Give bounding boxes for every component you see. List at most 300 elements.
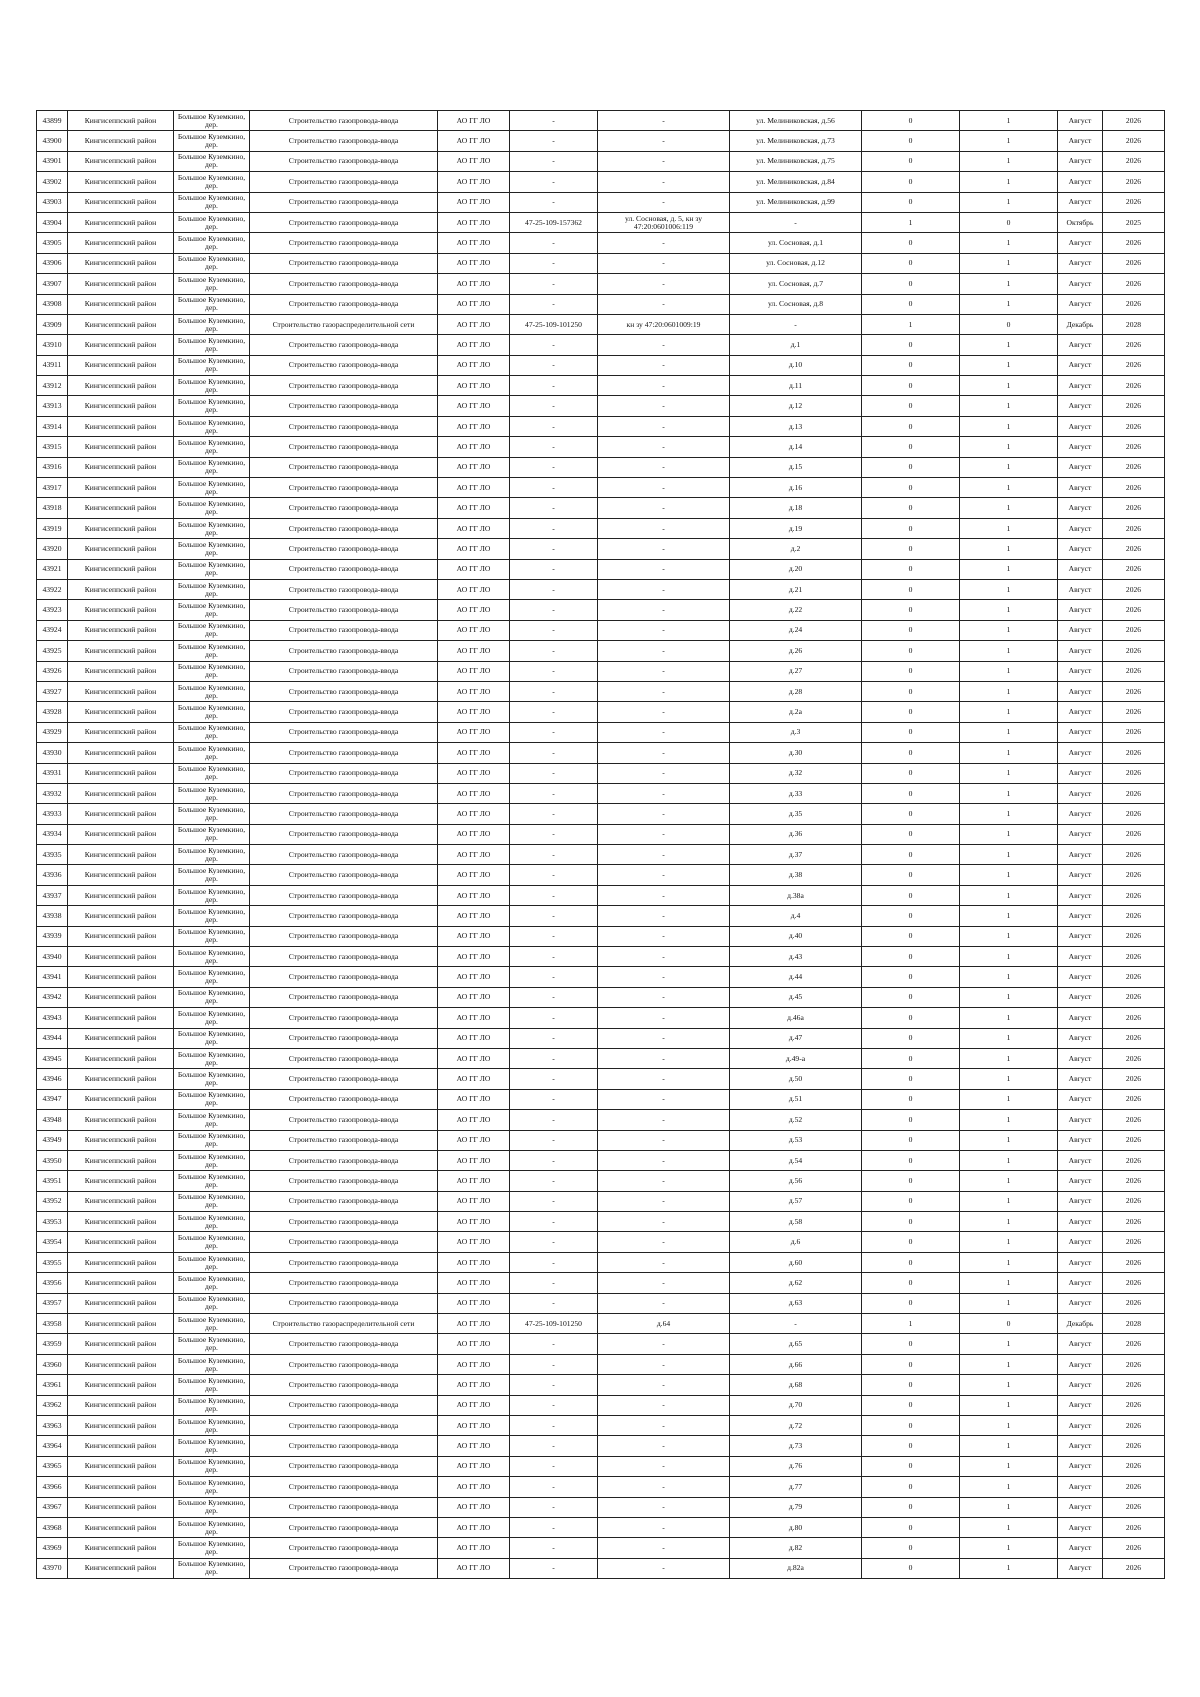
- request-number-cell: -: [510, 1497, 598, 1517]
- district-cell: Кингисеппский район: [68, 457, 174, 477]
- organization-cell: АО ГГ ЛО: [438, 906, 510, 926]
- organization-cell: АО ГГ ЛО: [438, 763, 510, 783]
- settlement-cell: Большое Куземкино, дер.: [174, 1477, 250, 1497]
- address-cell: д.58: [730, 1212, 862, 1232]
- organization-cell: АО ГГ ЛО: [438, 1334, 510, 1354]
- address-cell: д.44: [730, 967, 862, 987]
- settlement-cell: Большое Куземкино, дер.: [174, 1558, 250, 1578]
- request-number-cell: -: [510, 1558, 598, 1578]
- address-cell: д.50: [730, 1069, 862, 1089]
- work-type-cell: Строительство газопровода-ввода: [250, 641, 438, 661]
- year-cell: 2026: [1103, 1477, 1165, 1497]
- month-cell: Август: [1058, 967, 1103, 987]
- settlement-cell: Большое Куземкино, дер.: [174, 722, 250, 742]
- work-type-cell: Строительство газопровода-ввода: [250, 294, 438, 314]
- district-cell: Кингисеппский район: [68, 1273, 174, 1293]
- year-cell: 2026: [1103, 885, 1165, 905]
- district-cell: Кингисеппский район: [68, 212, 174, 232]
- flag-b-cell: 1: [960, 131, 1058, 151]
- work-type-cell: Строительство газопровода-ввода: [250, 743, 438, 763]
- table-row: [37, 1314, 1165, 1334]
- flag-a-cell: 0: [862, 824, 960, 844]
- flag-a-cell: 0: [862, 1334, 960, 1354]
- request-number-cell: -: [510, 783, 598, 803]
- settlement-cell: Большое Куземкино, дер.: [174, 702, 250, 722]
- cadastral-cell: ул. Сосновая, д. 5, кн зу 47:20:0601006:119: [598, 212, 730, 232]
- flag-b-cell: 0: [960, 212, 1058, 232]
- settlement-cell: Большое Куземкино, дер.: [174, 131, 250, 151]
- cadastral-cell: -: [598, 579, 730, 599]
- address-cell: д.70: [730, 1395, 862, 1415]
- year-cell: 2026: [1103, 1212, 1165, 1232]
- organization-cell: АО ГГ ЛО: [438, 376, 510, 396]
- work-type-cell: Строительство газопровода-ввода: [250, 457, 438, 477]
- district-cell: Кингисеппский район: [68, 1130, 174, 1150]
- month-cell: Август: [1058, 518, 1103, 538]
- settlement-cell: Большое Куземкино, дер.: [174, 1232, 250, 1252]
- year-cell: 2026: [1103, 1232, 1165, 1252]
- row-number: 43919: [37, 518, 68, 538]
- month-cell: Август: [1058, 926, 1103, 946]
- table-row: [37, 906, 1165, 926]
- table-row: [37, 396, 1165, 416]
- settlement-cell: Большое Куземкино, дер.: [174, 824, 250, 844]
- request-number-cell: 47-25-109-157362: [510, 212, 598, 232]
- cadastral-cell: -: [598, 1028, 730, 1048]
- address-cell: д.62: [730, 1273, 862, 1293]
- organization-cell: АО ГГ ЛО: [438, 1069, 510, 1089]
- cadastral-cell: д.64: [598, 1314, 730, 1334]
- month-cell: Август: [1058, 1069, 1103, 1089]
- settlement-cell: Большое Куземкино, дер.: [174, 987, 250, 1007]
- work-type-cell: Строительство газопровода-ввода: [250, 1048, 438, 1068]
- row-number: 43902: [37, 172, 68, 192]
- row-number: 43951: [37, 1171, 68, 1191]
- flag-a-cell: 0: [862, 1538, 960, 1558]
- year-cell: 2026: [1103, 457, 1165, 477]
- flag-b-cell: 1: [960, 1069, 1058, 1089]
- flag-b-cell: 1: [960, 620, 1058, 640]
- address-cell: д.79: [730, 1497, 862, 1517]
- flag-a-cell: 0: [862, 681, 960, 701]
- request-number-cell: -: [510, 1293, 598, 1313]
- address-cell: д.65: [730, 1334, 862, 1354]
- district-cell: Кингисеппский район: [68, 1334, 174, 1354]
- flag-b-cell: 1: [960, 498, 1058, 518]
- address-cell: д.15: [730, 457, 862, 477]
- flag-a-cell: 0: [862, 1008, 960, 1028]
- district-cell: Кингисеппский район: [68, 1477, 174, 1497]
- settlement-cell: Большое Куземкино, дер.: [174, 1273, 250, 1293]
- organization-cell: АО ГГ ЛО: [438, 518, 510, 538]
- flag-a-cell: 0: [862, 865, 960, 885]
- year-cell: 2026: [1103, 1191, 1165, 1211]
- year-cell: 2026: [1103, 1273, 1165, 1293]
- settlement-cell: Большое Куземкино, дер.: [174, 1069, 250, 1089]
- address-cell: д.32: [730, 763, 862, 783]
- year-cell: 2026: [1103, 274, 1165, 294]
- flag-a-cell: 0: [862, 845, 960, 865]
- request-number-cell: -: [510, 559, 598, 579]
- address-cell: д.72: [730, 1416, 862, 1436]
- month-cell: Август: [1058, 498, 1103, 518]
- settlement-cell: Большое Куземкино, дер.: [174, 1110, 250, 1130]
- flag-b-cell: 1: [960, 1334, 1058, 1354]
- settlement-cell: Большое Куземкино, дер.: [174, 335, 250, 355]
- district-cell: Кингисеппский район: [68, 1517, 174, 1537]
- organization-cell: АО ГГ ЛО: [438, 926, 510, 946]
- flag-b-cell: 1: [960, 947, 1058, 967]
- month-cell: Август: [1058, 192, 1103, 212]
- request-number-cell: -: [510, 478, 598, 498]
- work-type-cell: Строительство газопровода-ввода: [250, 1069, 438, 1089]
- month-cell: Август: [1058, 987, 1103, 1007]
- table-row: [37, 1456, 1165, 1476]
- work-type-cell: Строительство газопровода-ввода: [250, 1252, 438, 1272]
- cadastral-cell: -: [598, 335, 730, 355]
- month-cell: Август: [1058, 1477, 1103, 1497]
- flag-b-cell: 1: [960, 967, 1058, 987]
- month-cell: Август: [1058, 559, 1103, 579]
- settlement-cell: Большое Куземкино, дер.: [174, 681, 250, 701]
- cadastral-cell: -: [598, 1171, 730, 1191]
- organization-cell: АО ГГ ЛО: [438, 151, 510, 171]
- month-cell: Август: [1058, 1232, 1103, 1252]
- organization-cell: АО ГГ ЛО: [438, 1048, 510, 1068]
- row-number: 43918: [37, 498, 68, 518]
- settlement-cell: Большое Куземкино, дер.: [174, 783, 250, 803]
- row-number: 43912: [37, 376, 68, 396]
- year-cell: 2026: [1103, 681, 1165, 701]
- work-type-cell: Строительство газопровода-ввода: [250, 885, 438, 905]
- year-cell: 2026: [1103, 1110, 1165, 1130]
- request-number-cell: -: [510, 518, 598, 538]
- settlement-cell: Большое Куземкино, дер.: [174, 396, 250, 416]
- work-type-cell: Строительство газопровода-ввода: [250, 539, 438, 559]
- request-number-cell: 47-25-109-101250: [510, 314, 598, 334]
- flag-a-cell: 0: [862, 1273, 960, 1293]
- organization-cell: АО ГГ ЛО: [438, 947, 510, 967]
- address-cell: д.45: [730, 987, 862, 1007]
- organization-cell: АО ГГ ЛО: [438, 865, 510, 885]
- row-number: 43943: [37, 1008, 68, 1028]
- year-cell: 2026: [1103, 559, 1165, 579]
- month-cell: Август: [1058, 1212, 1103, 1232]
- year-cell: 2028: [1103, 1314, 1165, 1334]
- year-cell: 2026: [1103, 1436, 1165, 1456]
- request-number-cell: -: [510, 865, 598, 885]
- settlement-cell: Большое Куземкино, дер.: [174, 478, 250, 498]
- month-cell: Август: [1058, 620, 1103, 640]
- year-cell: 2026: [1103, 396, 1165, 416]
- request-number-cell: -: [510, 1232, 598, 1252]
- flag-b-cell: 1: [960, 1252, 1058, 1272]
- address-cell: д.54: [730, 1150, 862, 1170]
- year-cell: 2026: [1103, 783, 1165, 803]
- request-number-cell: -: [510, 1130, 598, 1150]
- settlement-cell: Большое Куземкино, дер.: [174, 1395, 250, 1415]
- work-type-cell: Строительство газопровода-ввода: [250, 987, 438, 1007]
- year-cell: 2026: [1103, 743, 1165, 763]
- flag-a-cell: 0: [862, 478, 960, 498]
- row-number: 43923: [37, 600, 68, 620]
- flag-a-cell: 0: [862, 1028, 960, 1048]
- cadastral-cell: -: [598, 1212, 730, 1232]
- month-cell: Август: [1058, 1048, 1103, 1068]
- work-type-cell: Строительство газопровода-ввода: [250, 1232, 438, 1252]
- work-type-cell: Строительство газопровода-ввода: [250, 620, 438, 640]
- table-row: [37, 1048, 1165, 1068]
- district-cell: Кингисеппский район: [68, 1048, 174, 1068]
- settlement-cell: Большое Куземкино, дер.: [174, 274, 250, 294]
- request-number-cell: -: [510, 1008, 598, 1028]
- table-row: [37, 131, 1165, 151]
- month-cell: Август: [1058, 804, 1103, 824]
- row-number: 43936: [37, 865, 68, 885]
- flag-a-cell: 0: [862, 763, 960, 783]
- request-number-cell: -: [510, 1517, 598, 1537]
- work-type-cell: Строительство газопровода-ввода: [250, 233, 438, 253]
- table-row: [37, 253, 1165, 273]
- cadastral-cell: -: [598, 1477, 730, 1497]
- settlement-cell: Большое Куземкино, дер.: [174, 498, 250, 518]
- table-row: [37, 212, 1165, 232]
- flag-a-cell: 0: [862, 1150, 960, 1170]
- row-number: 43958: [37, 1314, 68, 1334]
- flag-a-cell: 0: [862, 885, 960, 905]
- address-cell: д.63: [730, 1293, 862, 1313]
- flag-b-cell: 1: [960, 681, 1058, 701]
- flag-b-cell: 1: [960, 824, 1058, 844]
- organization-cell: АО ГГ ЛО: [438, 1497, 510, 1517]
- cadastral-cell: -: [598, 967, 730, 987]
- flag-b-cell: 1: [960, 885, 1058, 905]
- address-cell: ул. Сосновая, д.12: [730, 253, 862, 273]
- flag-a-cell: 0: [862, 172, 960, 192]
- table-row: [37, 1130, 1165, 1150]
- district-cell: Кингисеппский район: [68, 396, 174, 416]
- work-type-cell: Строительство газопровода-ввода: [250, 478, 438, 498]
- flag-b-cell: 1: [960, 1008, 1058, 1028]
- flag-b-cell: 1: [960, 865, 1058, 885]
- request-number-cell: -: [510, 967, 598, 987]
- district-cell: Кингисеппский район: [68, 335, 174, 355]
- organization-cell: АО ГГ ЛО: [438, 783, 510, 803]
- work-type-cell: Строительство газопровода-ввода: [250, 1375, 438, 1395]
- district-cell: Кингисеппский район: [68, 294, 174, 314]
- district-cell: Кингисеппский район: [68, 518, 174, 538]
- work-type-cell: Строительство газопровода-ввода: [250, 1028, 438, 1048]
- district-cell: Кингисеппский район: [68, 376, 174, 396]
- district-cell: Кингисеппский район: [68, 1252, 174, 1272]
- table-row: [37, 1150, 1165, 1170]
- district-cell: Кингисеппский район: [68, 437, 174, 457]
- flag-b-cell: 1: [960, 1150, 1058, 1170]
- flag-b-cell: 1: [960, 641, 1058, 661]
- flag-a-cell: 0: [862, 620, 960, 640]
- request-number-cell: -: [510, 620, 598, 640]
- year-cell: 2026: [1103, 1517, 1165, 1537]
- work-type-cell: Строительство газопровода-ввода: [250, 172, 438, 192]
- cadastral-cell: -: [598, 518, 730, 538]
- district-cell: Кингисеппский район: [68, 763, 174, 783]
- row-number: 43967: [37, 1497, 68, 1517]
- work-type-cell: Строительство газопровода-ввода: [250, 1334, 438, 1354]
- flag-b-cell: 1: [960, 233, 1058, 253]
- organization-cell: АО ГГ ЛО: [438, 824, 510, 844]
- month-cell: Август: [1058, 151, 1103, 171]
- organization-cell: АО ГГ ЛО: [438, 845, 510, 865]
- month-cell: Август: [1058, 865, 1103, 885]
- request-number-cell: -: [510, 192, 598, 212]
- organization-cell: АО ГГ ЛО: [438, 1456, 510, 1476]
- district-cell: Кингисеппский район: [68, 1171, 174, 1191]
- settlement-cell: Большое Куземкино, дер.: [174, 1048, 250, 1068]
- month-cell: Август: [1058, 437, 1103, 457]
- flag-a-cell: 0: [862, 1558, 960, 1578]
- organization-cell: АО ГГ ЛО: [438, 661, 510, 681]
- flag-b-cell: 1: [960, 1232, 1058, 1252]
- table-row: [37, 763, 1165, 783]
- settlement-cell: Большое Куземкино, дер.: [174, 1008, 250, 1028]
- cadastral-cell: -: [598, 111, 730, 131]
- settlement-cell: Большое Куземкино, дер.: [174, 294, 250, 314]
- district-cell: Кингисеппский район: [68, 661, 174, 681]
- table-row: [37, 172, 1165, 192]
- address-cell: ул. Сосновая, д.1: [730, 233, 862, 253]
- settlement-cell: Большое Куземкино, дер.: [174, 1334, 250, 1354]
- row-number: 43963: [37, 1416, 68, 1436]
- settlement-cell: Большое Куземкино, дер.: [174, 1212, 250, 1232]
- flag-b-cell: 1: [960, 559, 1058, 579]
- work-type-cell: Строительство газопровода-ввода: [250, 947, 438, 967]
- district-cell: Кингисеппский район: [68, 926, 174, 946]
- settlement-cell: Большое Куземкино, дер.: [174, 1416, 250, 1436]
- row-number: 43962: [37, 1395, 68, 1415]
- month-cell: Август: [1058, 274, 1103, 294]
- flag-a-cell: 0: [862, 559, 960, 579]
- work-type-cell: Строительство газопровода-ввода: [250, 437, 438, 457]
- row-number: 43922: [37, 579, 68, 599]
- organization-cell: АО ГГ ЛО: [438, 1375, 510, 1395]
- organization-cell: АО ГГ ЛО: [438, 335, 510, 355]
- row-number: 43907: [37, 274, 68, 294]
- address-cell: ул. Мелиниковская, д.73: [730, 131, 862, 151]
- cadastral-cell: -: [598, 906, 730, 926]
- cadastral-cell: -: [598, 947, 730, 967]
- settlement-cell: Большое Куземкино, дер.: [174, 376, 250, 396]
- work-type-cell: Строительство газопровода-ввода: [250, 1354, 438, 1374]
- table-row: [37, 1497, 1165, 1517]
- table-row: [37, 416, 1165, 436]
- district-cell: Кингисеппский район: [68, 1456, 174, 1476]
- cadastral-cell: -: [598, 437, 730, 457]
- cadastral-cell: -: [598, 151, 730, 171]
- address-cell: д.49-а: [730, 1048, 862, 1068]
- request-number-cell: -: [510, 1395, 598, 1415]
- table-row: [37, 151, 1165, 171]
- cadastral-cell: -: [598, 722, 730, 742]
- address-cell: д.33: [730, 783, 862, 803]
- settlement-cell: Большое Куземкино, дер.: [174, 600, 250, 620]
- flag-a-cell: 0: [862, 274, 960, 294]
- request-number-cell: -: [510, 926, 598, 946]
- cadastral-cell: -: [598, 661, 730, 681]
- address-cell: д.28: [730, 681, 862, 701]
- row-number: 43956: [37, 1273, 68, 1293]
- work-type-cell: Строительство газопровода-ввода: [250, 824, 438, 844]
- row-number: 43947: [37, 1089, 68, 1109]
- flag-b-cell: 1: [960, 1048, 1058, 1068]
- request-number-cell: -: [510, 1048, 598, 1068]
- request-number-cell: -: [510, 600, 598, 620]
- district-cell: Кингисеппский район: [68, 885, 174, 905]
- flag-b-cell: 1: [960, 743, 1058, 763]
- request-number-cell: -: [510, 1334, 598, 1354]
- address-cell: д.1: [730, 335, 862, 355]
- table-row: [37, 600, 1165, 620]
- address-cell: д.26: [730, 641, 862, 661]
- settlement-cell: Большое Куземкино, дер.: [174, 579, 250, 599]
- cadastral-cell: -: [598, 600, 730, 620]
- settlement-cell: Большое Куземкино, дер.: [174, 661, 250, 681]
- month-cell: Август: [1058, 233, 1103, 253]
- settlement-cell: Большое Куземкино, дер.: [174, 1028, 250, 1048]
- row-number: 43926: [37, 661, 68, 681]
- cadastral-cell: -: [598, 192, 730, 212]
- district-cell: Кингисеппский район: [68, 967, 174, 987]
- address-cell: д.38а: [730, 885, 862, 905]
- cadastral-cell: -: [598, 1069, 730, 1089]
- row-number: 43957: [37, 1293, 68, 1313]
- settlement-cell: Большое Куземкино, дер.: [174, 437, 250, 457]
- request-number-cell: -: [510, 906, 598, 926]
- settlement-cell: Большое Куземкино, дер.: [174, 743, 250, 763]
- district-cell: Кингисеппский район: [68, 233, 174, 253]
- work-type-cell: Строительство газопровода-ввода: [250, 865, 438, 885]
- year-cell: 2025: [1103, 212, 1165, 232]
- row-number: 43908: [37, 294, 68, 314]
- address-cell: д.47: [730, 1028, 862, 1048]
- flag-b-cell: 1: [960, 253, 1058, 273]
- request-number-cell: -: [510, 233, 598, 253]
- month-cell: Август: [1058, 376, 1103, 396]
- month-cell: Август: [1058, 416, 1103, 436]
- cadastral-cell: -: [598, 1538, 730, 1558]
- district-cell: Кингисеппский район: [68, 253, 174, 273]
- settlement-cell: Большое Куземкино, дер.: [174, 355, 250, 375]
- district-cell: Кингисеппский район: [68, 559, 174, 579]
- year-cell: 2026: [1103, 1354, 1165, 1374]
- address-cell: д.38: [730, 865, 862, 885]
- month-cell: Декабрь: [1058, 314, 1103, 334]
- district-cell: Кингисеппский район: [68, 539, 174, 559]
- month-cell: Август: [1058, 1456, 1103, 1476]
- work-type-cell: Строительство газопровода-ввода: [250, 1089, 438, 1109]
- organization-cell: АО ГГ ЛО: [438, 1089, 510, 1109]
- table-row: [37, 233, 1165, 253]
- month-cell: Август: [1058, 1273, 1103, 1293]
- year-cell: 2026: [1103, 987, 1165, 1007]
- flag-a-cell: 0: [862, 518, 960, 538]
- month-cell: Август: [1058, 111, 1103, 131]
- month-cell: Август: [1058, 885, 1103, 905]
- cadastral-cell: -: [598, 620, 730, 640]
- row-number: 43927: [37, 681, 68, 701]
- work-type-cell: Строительство газопровода-ввода: [250, 212, 438, 232]
- month-cell: Август: [1058, 722, 1103, 742]
- cadastral-cell: -: [598, 1558, 730, 1578]
